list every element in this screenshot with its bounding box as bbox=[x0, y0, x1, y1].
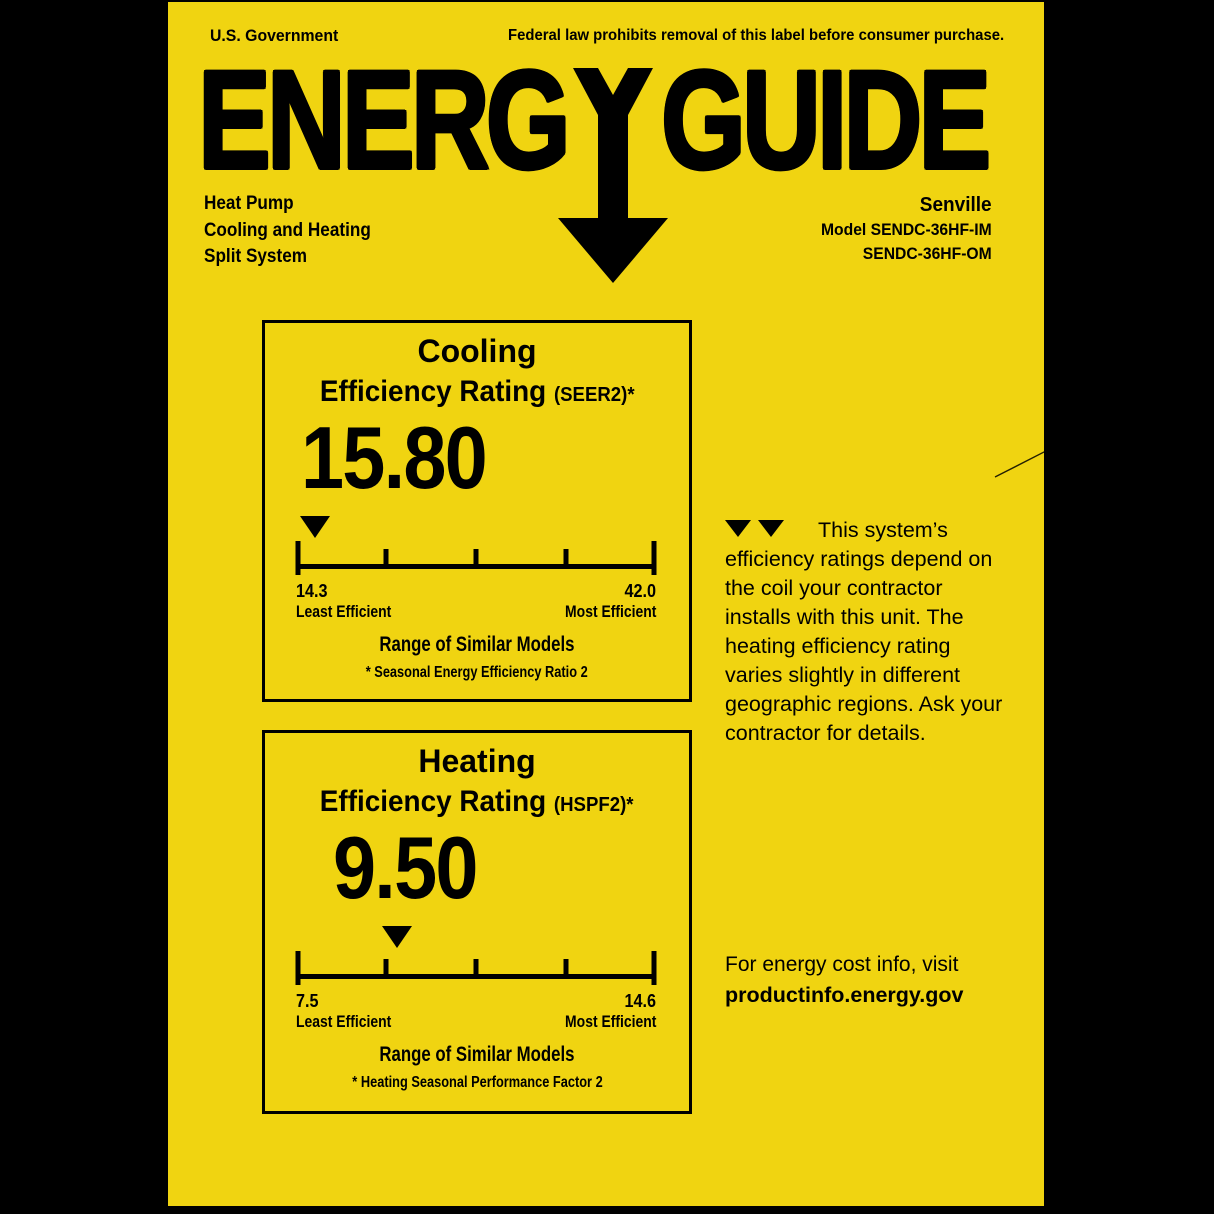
brand-block bbox=[812, 192, 992, 266]
brand-name: Senville bbox=[920, 194, 992, 216]
product-type bbox=[204, 190, 394, 270]
heating-least-efficient-label: Least Efficient bbox=[296, 1012, 392, 1031]
cooling-rating-suffix: (SEER2)* bbox=[553, 384, 635, 406]
cost-info-line1: For energy cost info, visit bbox=[725, 953, 959, 976]
cooling-marker bbox=[300, 516, 330, 538]
product-line-3: Split System bbox=[204, 245, 308, 267]
product-line-1: Heat Pump bbox=[204, 192, 294, 214]
federal-law-notice: Federal law prohibits removal of this label before consumer purchase. bbox=[508, 27, 1005, 44]
energyguide-down-arrow-icon bbox=[556, 58, 672, 290]
us-government-text: U.S. Government bbox=[210, 26, 339, 45]
cooling-scale bbox=[296, 541, 656, 575]
heating-scale-min: 7.5 bbox=[296, 991, 319, 1011]
cost-info-url: productinfo.energy.gov bbox=[725, 983, 964, 1007]
cooling-footnote: * Seasonal Energy Efficiency Ratio 2 bbox=[366, 664, 588, 681]
heating-range-label: Range of Similar Models bbox=[379, 1043, 575, 1066]
heating-rating-label: Efficiency Rating (HSPF2)* bbox=[320, 785, 634, 818]
cooling-scale-max: 42.0 bbox=[624, 581, 656, 601]
left-black-matte bbox=[0, 0, 168, 1214]
heating-title: Heating bbox=[418, 743, 536, 779]
heating-scale-max: 14.6 bbox=[624, 991, 656, 1011]
heating-marker bbox=[382, 926, 412, 948]
cooling-most-efficient-label: Most Efficient bbox=[564, 602, 656, 621]
model-number-outdoor: SENDC-36HF-OM bbox=[863, 245, 992, 263]
cooling-rating-value: 15.80 bbox=[301, 408, 486, 507]
logo-guide-text: GUIDE bbox=[661, 41, 988, 198]
heating-rating-value: 9.50 bbox=[333, 818, 477, 917]
right-black-matte bbox=[1044, 0, 1214, 1214]
cooling-range-label: Range of Similar Models bbox=[379, 633, 575, 656]
cooling-least-efficient-label: Least Efficient bbox=[296, 602, 392, 621]
product-line-2: Cooling and Heating bbox=[204, 218, 371, 241]
cooling-rating-box bbox=[262, 320, 692, 702]
model-number-indoor: Model SENDC-36HF-IM bbox=[821, 221, 992, 239]
label-crease-line bbox=[988, 447, 1044, 482]
logo-energ-text: ENERG bbox=[198, 41, 567, 198]
heating-scale bbox=[296, 951, 656, 985]
coil-disclaimer-text: This system’s efficiency ratings depend on the coil your contractor installs with this unit. The heating efficiency rating varies slightly in different geographic regions. Ask your contractor for details. bbox=[725, 518, 1003, 745]
heating-rating-suffix: (HSPF2)* bbox=[554, 794, 634, 816]
heating-rating-box bbox=[262, 730, 692, 1114]
cooling-rating-label: Efficiency Rating (SEER2)* bbox=[319, 375, 635, 408]
double-down-triangle-icon bbox=[725, 520, 784, 537]
coil-disclaimer-note bbox=[725, 516, 1005, 748]
heating-footnote: * Heating Seasonal Performance Factor 2 bbox=[351, 1074, 603, 1091]
energy-cost-info bbox=[725, 950, 964, 1010]
cooling-title: Cooling bbox=[417, 333, 537, 369]
heating-most-efficient-label: Most Efficient bbox=[564, 1012, 656, 1031]
cooling-scale-min: 14.3 bbox=[296, 581, 328, 601]
energyguide-label bbox=[168, 2, 1044, 1206]
